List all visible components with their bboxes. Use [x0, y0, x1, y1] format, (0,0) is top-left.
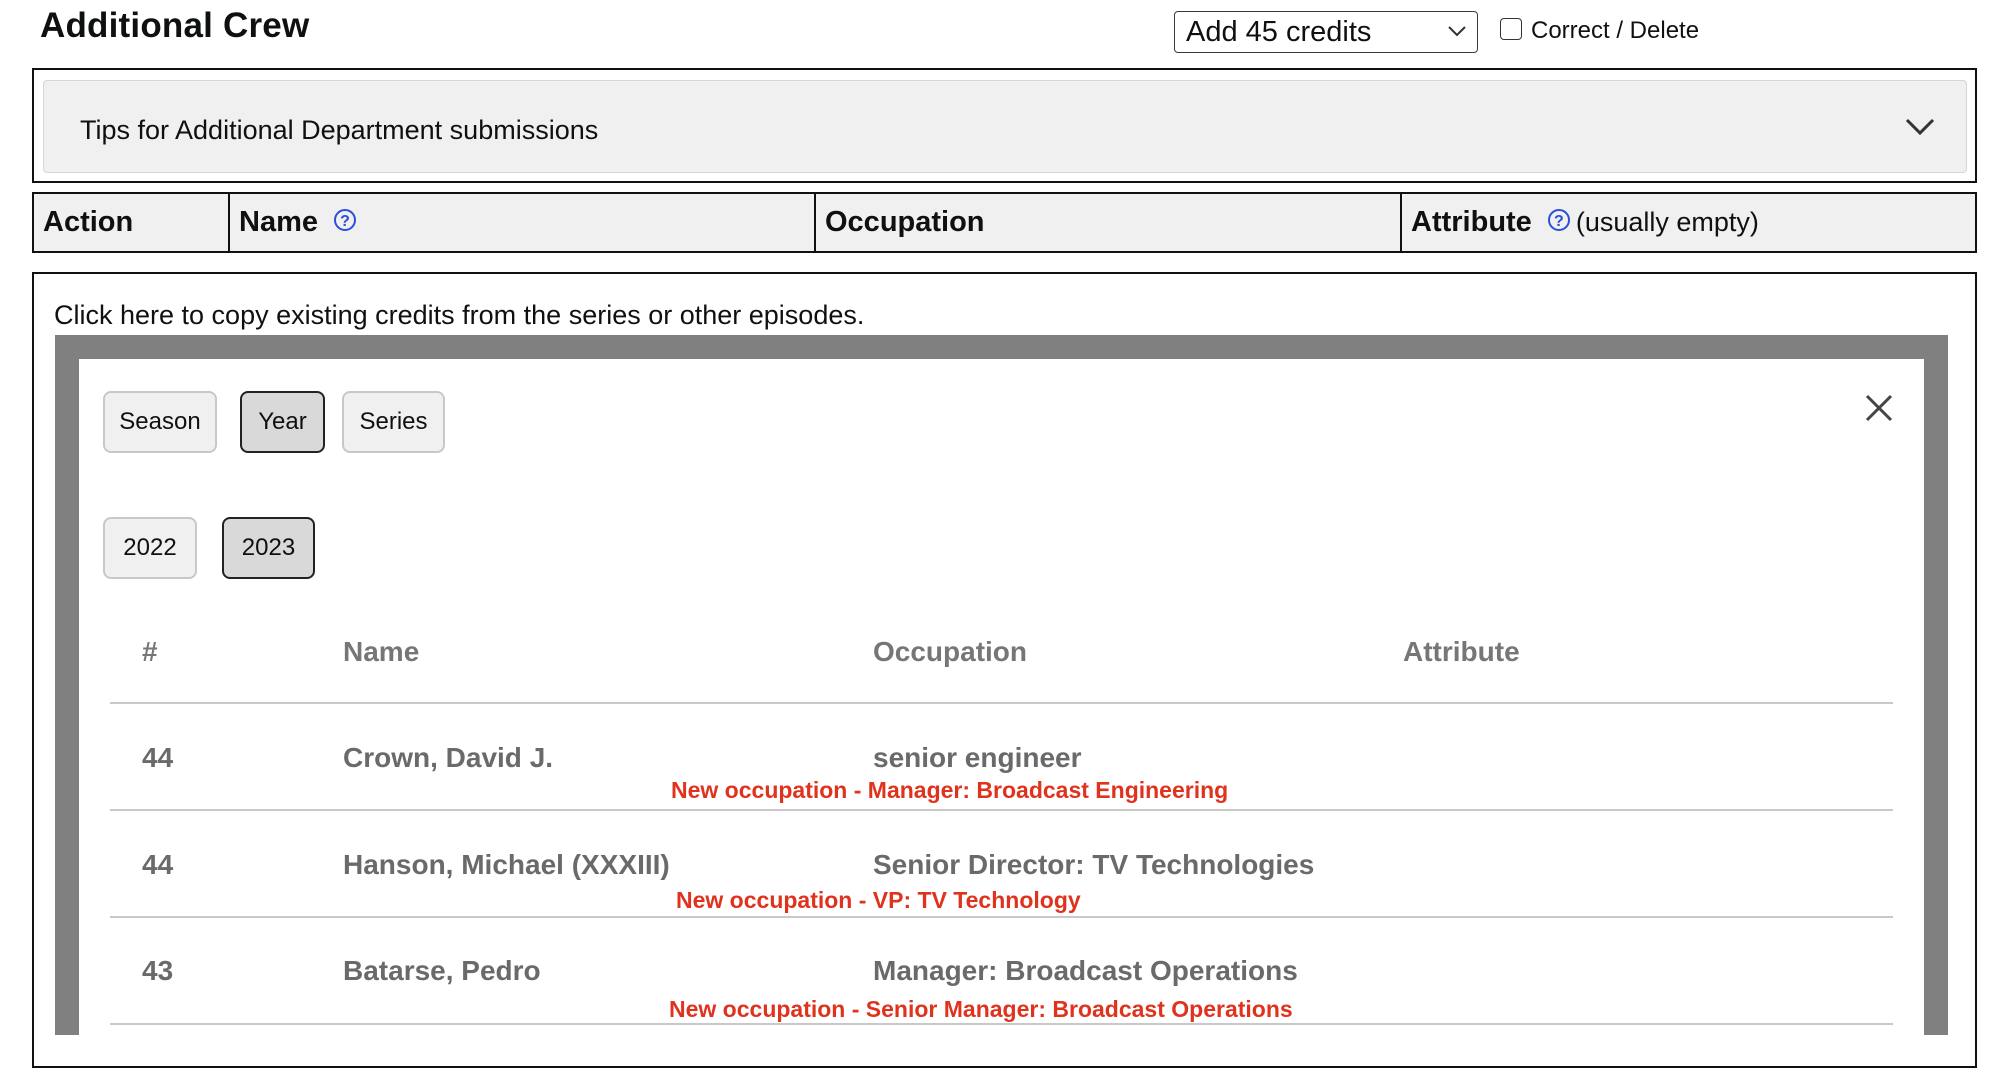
correct-delete-checkbox[interactable] [1500, 18, 1522, 40]
tips-panel [32, 68, 1977, 183]
header-occupation [816, 194, 1402, 251]
divider [110, 1023, 1893, 1025]
chevron-down-icon[interactable] [1904, 117, 1936, 137]
tips-accordion[interactable] [43, 80, 1967, 173]
column-number: # [142, 636, 158, 667]
attribute-note: (usually empty) [1575, 207, 1759, 237]
row-occupation: senior engineer [873, 742, 1082, 773]
row-occupation: Senior Director: TV Technologies [873, 849, 1315, 880]
copy-credits-modal-frame [55, 335, 1948, 1035]
copy-credits-modal [79, 359, 1924, 1035]
new-occupation-note: New occupation - VP: TV Technology [676, 887, 1081, 913]
credits-table-header [32, 192, 1977, 253]
row-occupation: Manager: Broadcast Operations [873, 955, 1298, 986]
close-icon[interactable] [1864, 393, 1894, 423]
header-attribute-label: Attribute [1411, 206, 1532, 238]
year-2022-button[interactable]: 2022 [103, 517, 197, 579]
row-name: Crown, David J. [343, 742, 554, 773]
header-action [34, 194, 230, 251]
tab-season[interactable]: Season [103, 391, 217, 453]
row-number: 43 [142, 955, 174, 986]
add-credits-select-value: Add 45 credits [1186, 16, 1372, 48]
header-name [230, 194, 816, 251]
section-title: Additional Crew [40, 6, 310, 45]
tab-series[interactable]: Series [342, 391, 445, 453]
divider [110, 916, 1893, 918]
copy-credits-link[interactable]: Click here to copy existing credits from the series or other episodes. [54, 300, 865, 330]
header-name-label: Name [239, 206, 318, 238]
help-icon[interactable]: ? [1548, 209, 1570, 231]
correct-delete-label[interactable]: Correct / Delete [1531, 17, 1700, 44]
row-number: 44 [142, 849, 174, 880]
divider [110, 809, 1893, 811]
year-2023-button[interactable]: 2023 [222, 517, 315, 579]
header-occupation-label: Occupation [825, 206, 985, 238]
row-name: Batarse, Pedro [343, 955, 541, 986]
help-icon[interactable]: ? [334, 209, 356, 231]
chevron-down-icon [1447, 24, 1467, 38]
add-credits-select[interactable] [1174, 11, 1478, 53]
column-occupation: Occupation [873, 636, 1028, 667]
column-name: Name [343, 636, 420, 667]
new-occupation-note: New occupation - Senior Manager: Broadcast Operations [669, 996, 1293, 1022]
copy-credits-box [32, 272, 1977, 1068]
tips-label: Tips for Additional Department submissions [80, 115, 599, 145]
column-attribute: Attribute [1403, 636, 1520, 667]
row-name: Hanson, Michael (XXXIII) [343, 849, 670, 880]
new-occupation-note: New occupation - Manager: Broadcast Engineering [671, 777, 1229, 803]
row-number: 44 [142, 742, 174, 773]
tab-year[interactable]: Year [240, 391, 325, 453]
divider [110, 702, 1893, 704]
header-action-label: Action [43, 206, 134, 238]
header-attribute [1402, 194, 1975, 251]
